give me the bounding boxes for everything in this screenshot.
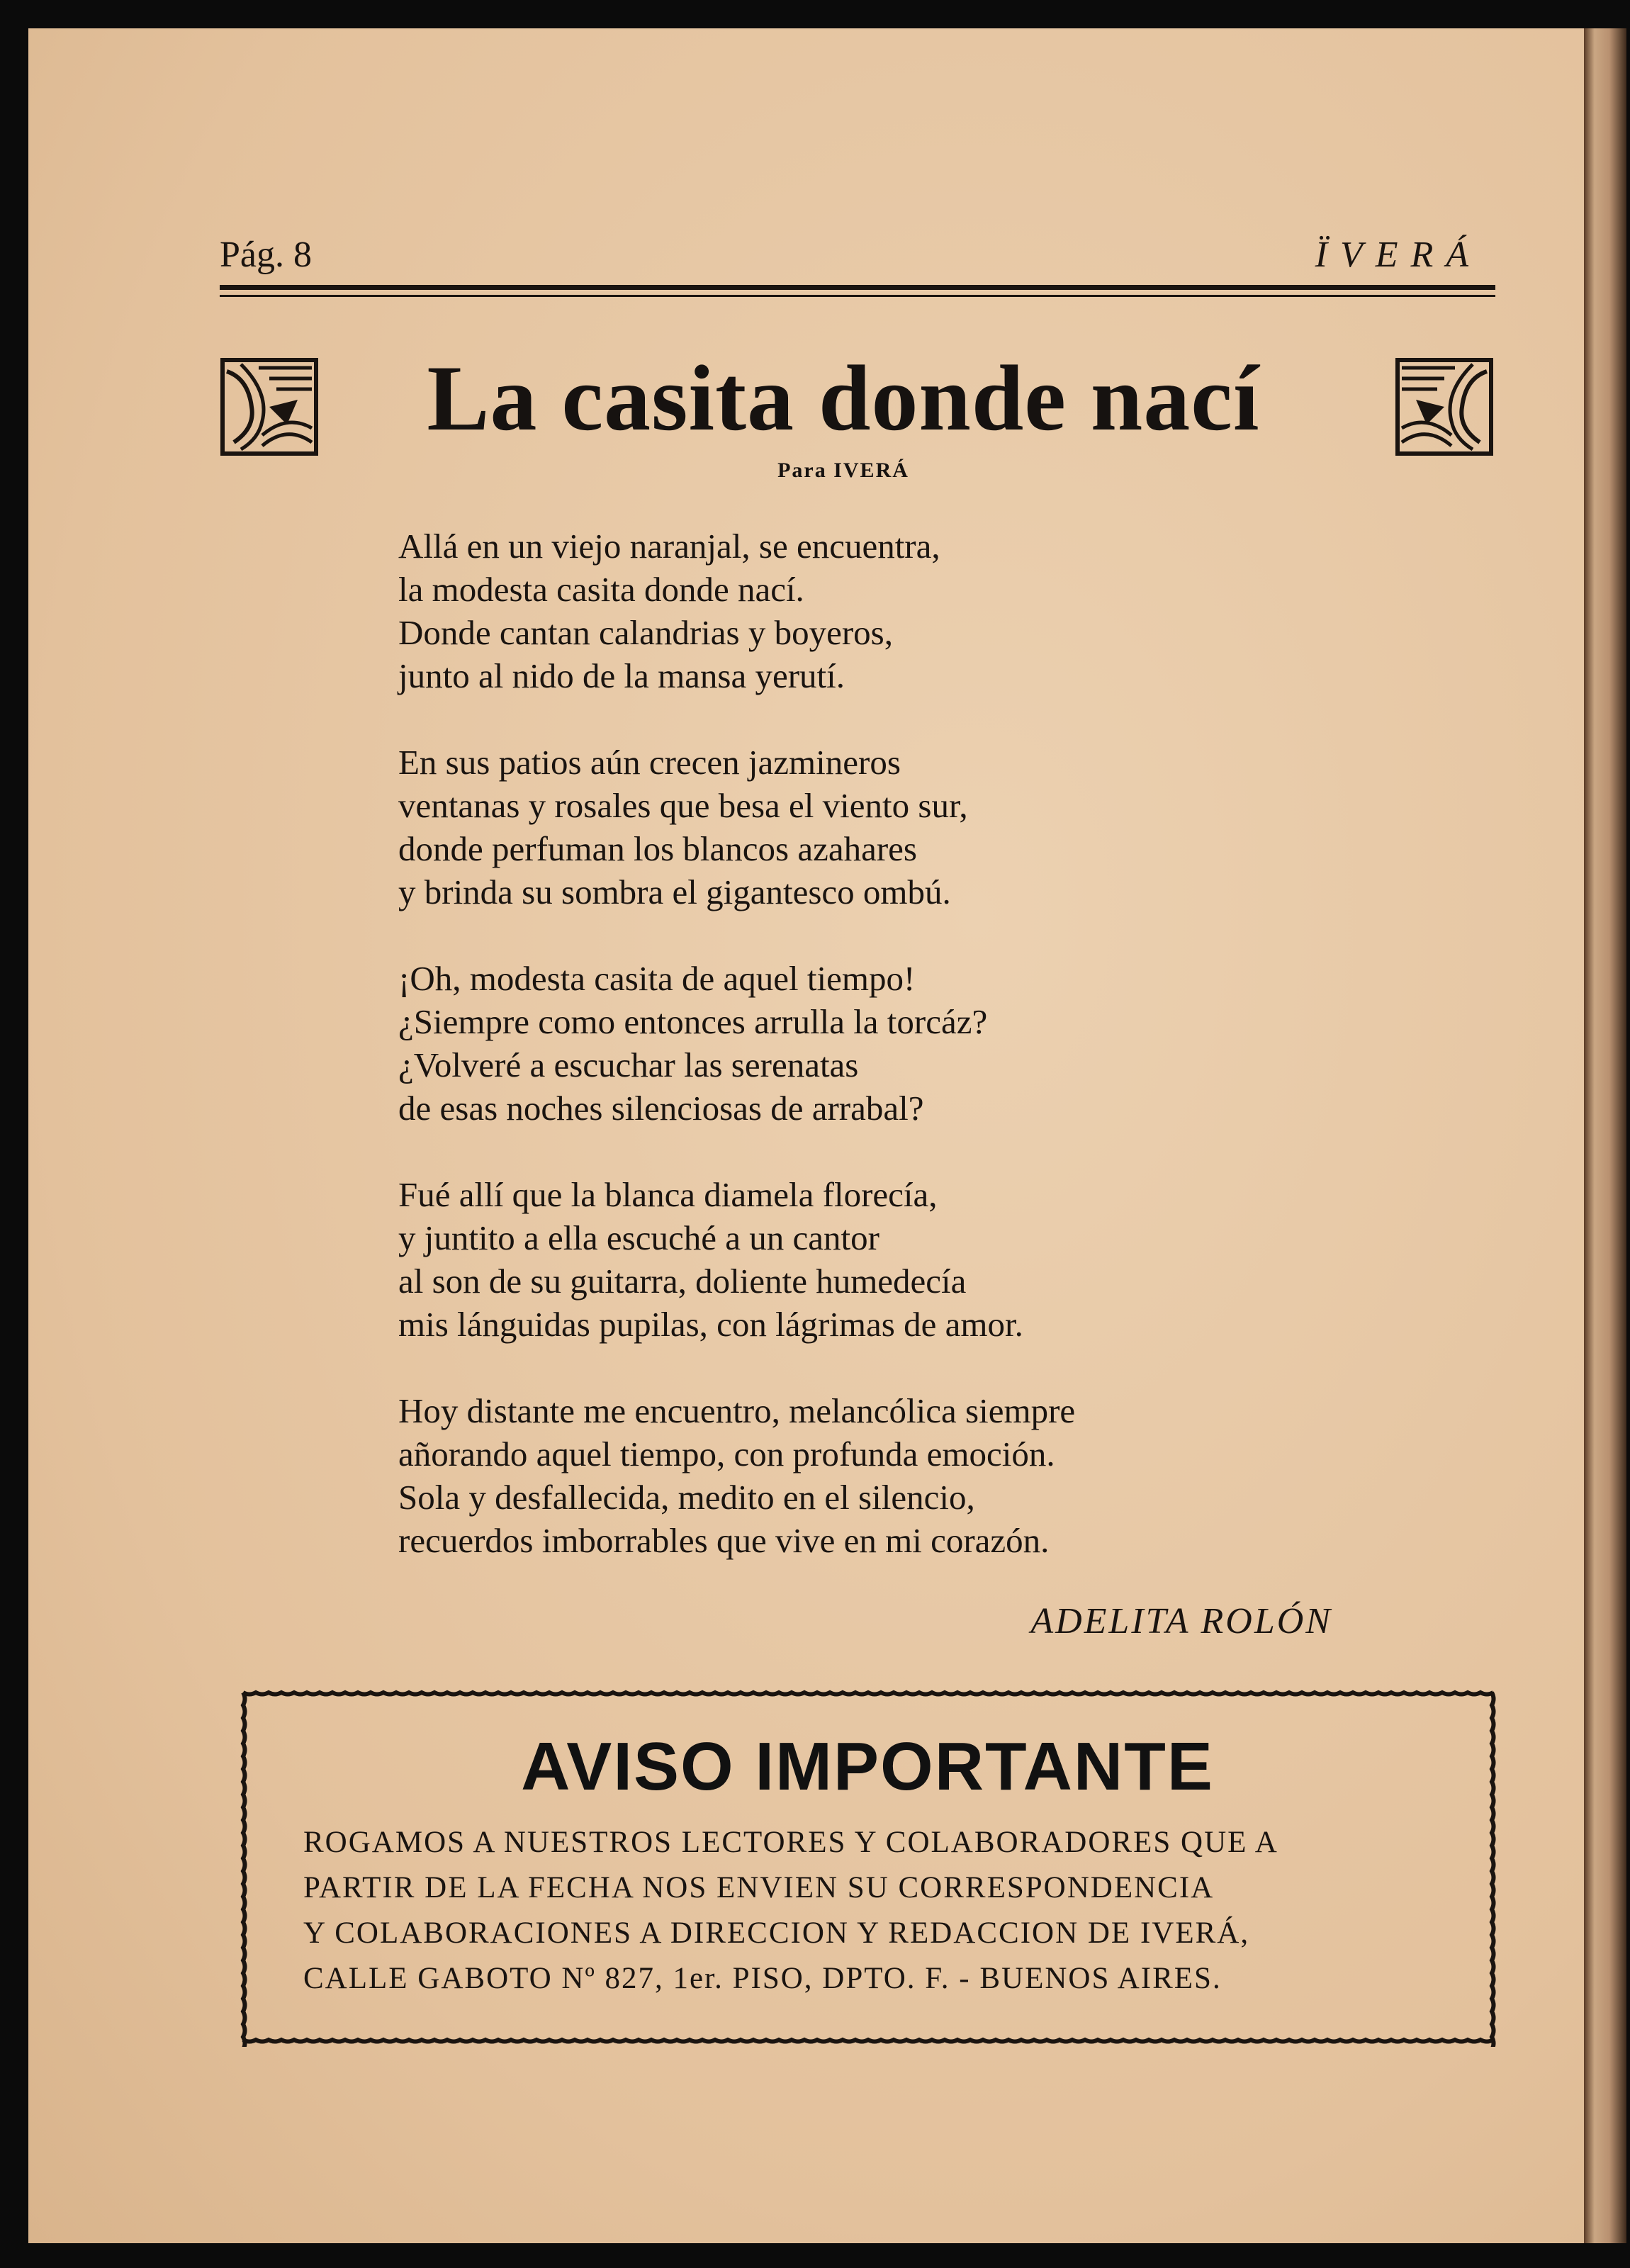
book-gutter (1584, 28, 1626, 2243)
poem-line: En sus patios aún crecen jazmineros (398, 743, 901, 782)
poem-line: ¿Siempre como entonces arrulla la torcáz? (398, 1002, 988, 1041)
page-number: Pág. 8 (220, 235, 312, 275)
poem-line: Fué allí que la blanca diamela florecía, (398, 1175, 938, 1214)
poem-line: ventanas y rosales que besa el viento sur, (398, 786, 968, 825)
poem-stanza (398, 1389, 1320, 1562)
poem-stanza (398, 524, 1320, 697)
magazine-page (28, 28, 1609, 2243)
poem-line: Donde cantan calandrias y boyeros, (398, 613, 893, 652)
notice-body (303, 1820, 1437, 2002)
poem-line: Sola y desfallecida, medito en el silencio, (398, 1478, 975, 1517)
notice-line: CALLE GABOTO Nº 827, 1er. PISO, DPTO. F. - BUENOS AIRES. (303, 1962, 1222, 1995)
notice-line: ROGAMOS A NUESTROS LECTORES Y COLABORADORES QUE A (303, 1826, 1278, 1859)
poem-line: Allá en un viejo naranjal, se encuentra, (398, 527, 940, 566)
article-dedication: Para IVERÁ (777, 459, 909, 482)
header-rule-thin (220, 295, 1495, 297)
magazine-name: ÏVERÁ (1315, 235, 1481, 275)
poem-line: Hoy distante me encuentro, melancólica siempre (398, 1391, 1076, 1430)
poem-line: la modesta casita donde nací. (398, 570, 804, 609)
author-signature: ADELITA ROLÓN (1030, 1601, 1332, 1641)
poem-stanza (398, 1173, 1320, 1346)
poem-line: añorando aquel tiempo, con profunda emoción. (398, 1435, 1055, 1473)
poem-line: y brinda su sombra el gigantesco ombú. (398, 872, 951, 911)
notice-line: PARTIR DE LA FECHA NOS ENVIEN SU CORRESPONDENCIA (303, 1871, 1215, 1904)
poem (398, 524, 1320, 1605)
notice-title: AVISO IMPORTANTE (521, 1729, 1214, 1804)
poem-line: y juntito a ella escuché a un cantor (398, 1218, 879, 1257)
poem-line: ¡Oh, modesta casita de aquel tiempo! (398, 959, 916, 998)
notice-line: Y COLABORACIONES A DIRECCION Y REDACCION DE IVERÁ, (303, 1916, 1250, 1950)
poem-stanza (398, 957, 1320, 1130)
poem-line: de esas noches silenciosas de arrabal? (398, 1089, 924, 1128)
ornament-right-icon (1395, 357, 1494, 456)
poem-line: recuerdos imborrables que vive en mi corazón. (398, 1521, 1050, 1560)
poem-stanza (398, 741, 1320, 914)
poem-line: ¿Volveré a escuchar las serenatas (398, 1045, 859, 1084)
poem-line: donde perfuman los blancos azahares (398, 829, 917, 868)
poem-line: al son de su guitarra, doliente humedecía (398, 1262, 967, 1301)
poem-line: junto al nido de la mansa yerutí. (398, 656, 845, 695)
ornament-left-icon (220, 357, 319, 456)
poem-line: mis lánguidas pupilas, con lágrimas de amor. (398, 1305, 1023, 1344)
header-rule (220, 285, 1495, 290)
article-title: La casita donde nací (427, 346, 1260, 450)
important-notice-box (236, 1685, 1499, 2047)
